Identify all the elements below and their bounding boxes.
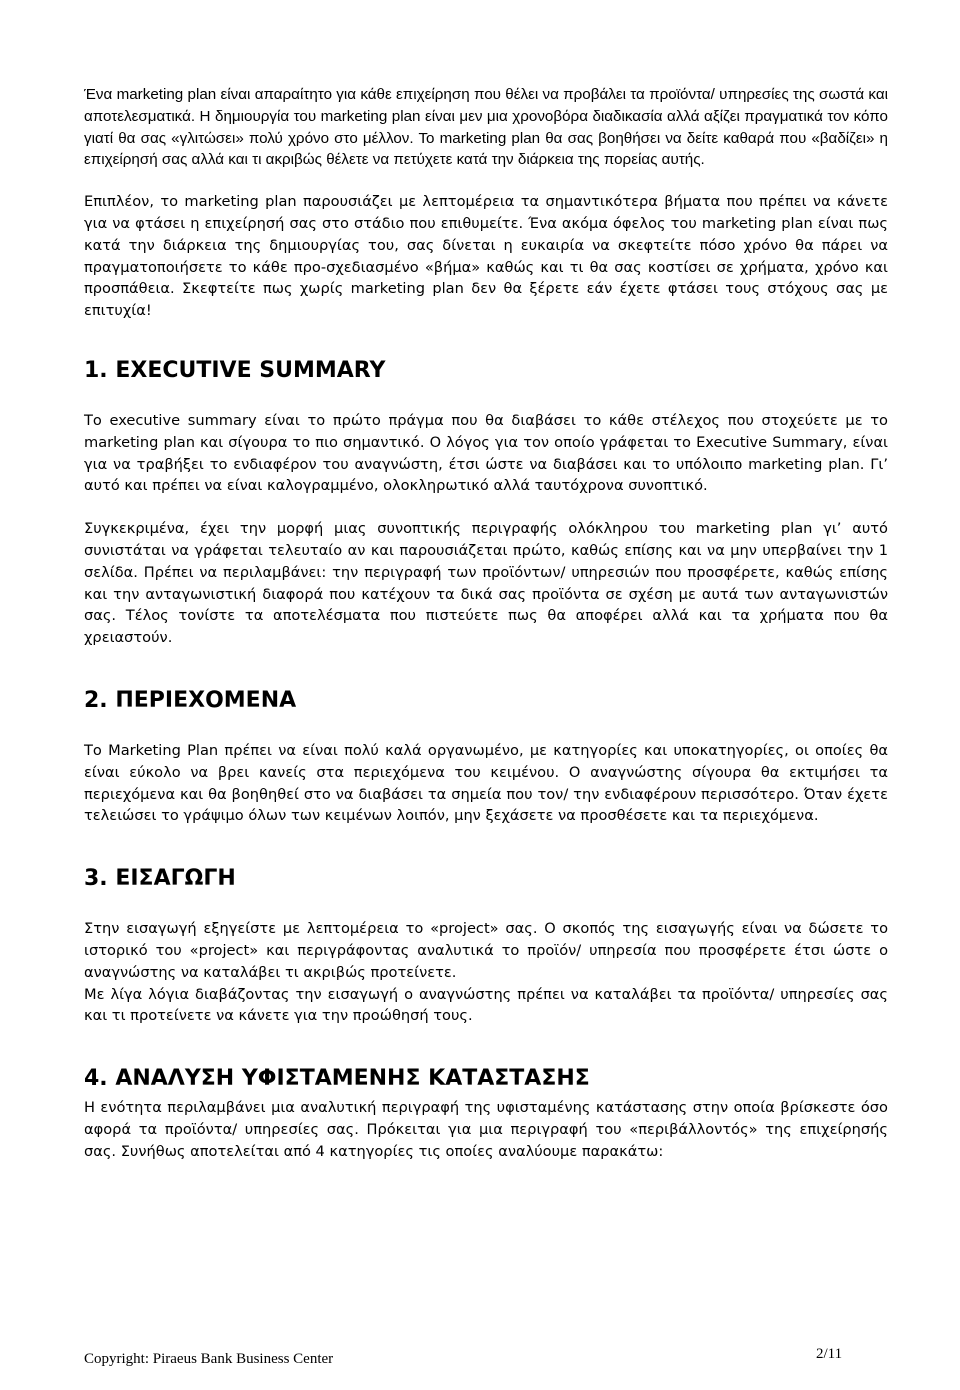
- contents-paragraph: Το Marketing Plan πρέπει να είναι πολύ καλά οργανωμένο, με κατηγορίες και υποκατηγορίες, οι οποίες θα είναι εύκολο να βρει κανείς στα περιεχόμενα του κειμένου. Ο αναγνώστης σίγουρα θα εκτιμήσει τα περιεχόμενα και θα βοηθηθεί στο να διαβάσει τα σημεία που τον/ την ενδιαφέρουν περισσότερο. Όταν έχετε τελειώσει το γράψιμο όλων των κειμένων λοιπόν, μην ξεχάσετε να προσθέσετε και τα περιεχόμενα.: [84, 741, 888, 825]
- executive-summary-paragraph-2: Συγκεκριμένα, έχει την μορφή μιας συνοπτικής περιγραφής ολόκληρου του marketing plan γι’ αυτό συνιστάται να γράφεται τελευταίο αν και παρουσιάζεται πρώτο, καθώς επίσης και να μην υπερβαίνει την 1 σελίδα. Πρέπει να περιλαμβάνει: την περιγραφή των προϊόντων/ υπηρεσιών που προσφέρετε, καθώς επίσης και την ανταγωνιστική διαφορά που κατέχουν τα δικά σας προϊόντα σε σχέση με αυτά των ανταγωνιστών σας. Τέλος τονίστε τα αποτελέσματα που πιστεύετε πως θα αποφέρει αλλά και τα χρήματα που θα χρειαστούν.: [84, 520, 888, 647]
- footer-page-number: 2/11: [816, 1346, 843, 1362]
- intro-paragraph-1: Ένα marketing plan είναι απαραίτητο για κάθε επιχείρηση που θέλει να προβάλει τα προϊόντα/ υπηρεσίες της σωστά και αποτελεσματικά. Η δημιουργία του marketing plan είναι μεν μια χρονοβόρα διαδικασία αλλά αξίζει πραγματικά τον κόπο γιατί θα σας «γλιτώσει» πολύ χρόνο στο μέλλον. Το marketing plan θα σας βοηθήσει να δείτε καθαρά που «βαδίζει» η επιχείρησή σας αλλά και τι ακριβώς θέλετε να πετύχετε κατά την διάρκεια της πορείας αυτής.: [84, 86, 888, 169]
- introduction-paragraph-2: Με λίγα λόγια διαβάζοντας την εισαγωγή ο αναγνώστης πρέπει να καταλάβει τα προϊόντα/ υπηρεσίες σας και τι προτείνετε να κάνετε για την προώθησή τους.: [84, 985, 888, 1025]
- situation-analysis-paragraph: Η ενότητα περιλαμβάνει μια αναλυτική περιγραφή της υφισταμένης κατάστασης στην οποία βρίσκεστε όσο αφορά τα προϊόντα/ υπηρεσίες σας. Πρόκειται για μια περιγραφή του «περιβάλλοντός» της επιχείρησής σας. Συνήθως αποτελείται από 4 κατηγορίες τις οποίες αναλύουμε παρακάτω:: [84, 1099, 888, 1160]
- footer-copyright: Copyright: Piraeus Bank Business Center: [84, 1351, 334, 1367]
- executive-summary-paragraph-1: Το executive summary είναι το πρώτο πράγμα που θα διαβάσει το κάθε στέλεχος που στοχεύετε με το marketing plan και σίγουρα το πιο σημαντικό. Ο λόγος για τον οποίο γράφεται το Executive Summary, είναι για να τραβήξει το ενδιαφέρον του αναγνώστη, έτσι ώστε να διαβάσει και το υπόλοιπο marketing plan. Γι’ αυτό και πρέπει να είναι καλογραμμένο, ολοκληρωτικό αλλά ταυτόχρονα συνοπτικό.: [84, 411, 888, 495]
- document-body: [84, 84, 888, 1163]
- section-heading-contents: 2. ΠΕΡΙΕΧΟΜΕΝΑ: [84, 687, 297, 713]
- section-heading-executive-summary: 1. EXECUTIVE SUMMARY: [84, 357, 386, 383]
- section-heading-introduction: 3. ΕΙΣΑΓΩΓΗ: [84, 866, 236, 892]
- section-heading-situation-analysis: 4. ΑΝΑΛΥΣΗ ΥΦΙΣΤΑΜΕΝΗΣ ΚΑΤΑΣΤΑΣΗΣ: [84, 1066, 590, 1092]
- intro-paragraph-2: Επιπλέον, το marketing plan παρουσιάζει με λεπτομέρεια τα σημαντικότερα βήματα που πρέπει να κάνετε για να φτάσει η επιχείρησή σας στο στάδιο που επιθυμείτε. Ένα ακόμα όφελος του marketing plan είναι πως κατά την διάρκεια της δημιουργίας του, σας δίνεται η ευκαιρία να σκεφτείτε πόσο χρόνο θα πάρει να πραγματοποιήσετε το κάθε προ-σχεδιασμένο «βήμα» καθώς και τι θα σας κοστίσει σε χρήματα, χρόνο και προσπάθεια. Σκεφτείτε πως χωρίς marketing plan δεν θα ξέρετε εάν έχετε φτάσει τους στόχους σας με επιτυχία!: [84, 193, 888, 320]
- introduction-paragraph-1: Στην εισαγωγή εξηγείστε με λεπτομέρεια το «project» σας. Ο σκοπός της εισαγωγής είναι να δώσετε το ιστορικό του «project» και περιγράφοντας αναλυτικά το προϊόν/ υπηρεσία που προσφέρετε έτσι ώστε ο αναγνώστης να καταλάβει τι ακριβώς προτείνετε.: [84, 920, 888, 981]
